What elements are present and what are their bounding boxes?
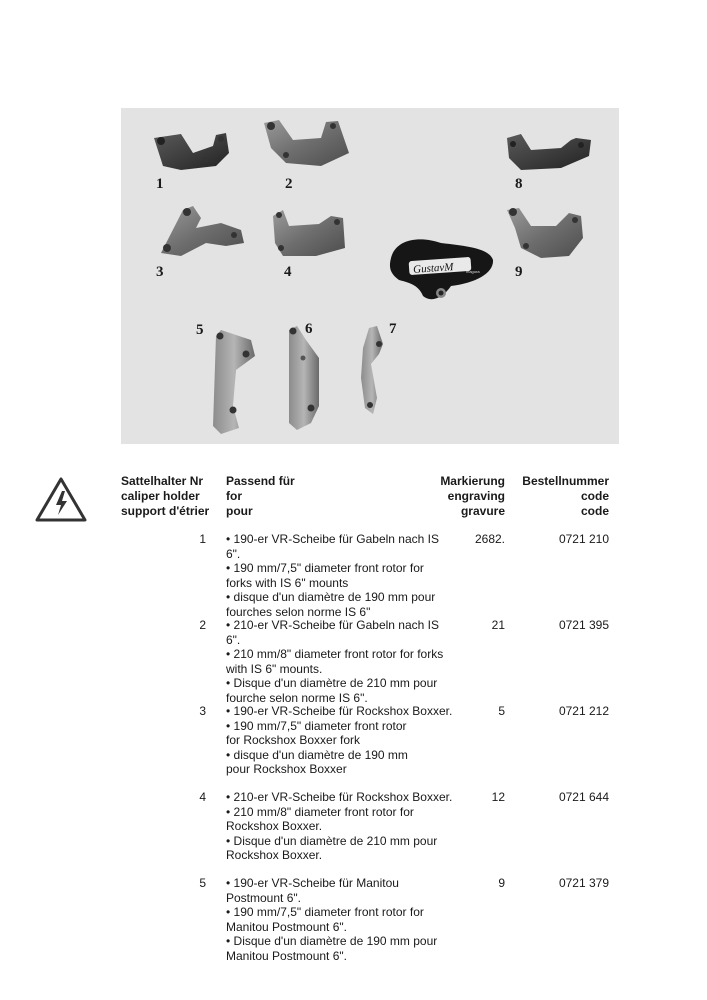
column-header-code: Bestellnummer code code [522,474,609,518]
photo-label-1: 1 [156,176,164,192]
brake-caliper-image [390,239,493,299]
photo-label-8: 8 [515,176,523,192]
photo-label-3: 3 [156,264,164,280]
svg-text:magura: magura [466,269,480,274]
caliper-holder-2 [264,120,349,166]
row-1-code: 0721 210 [558,532,609,546]
row-2-description: • 210-er VR-Scheibe für Gabeln nach IS 6". • 210 mm/8" diameter front rotor for forks with IS 6" mounts. • Disque d'un diamètre de 210 mm pour fourche selon norme IS 6". [226,618,444,705]
caliper-holder-4 [273,210,345,256]
row-2-nr: 2 [199,618,206,632]
product-photo [121,108,619,444]
row-4-code: 0721 644 [558,790,609,804]
photo-label-4: 4 [284,264,292,280]
high-voltage-warning-icon [35,476,87,522]
row-3-description: • 190-er VR-Scheibe für Rockshox Boxxer. • 190 mm/7,5" diameter front rotor for Rockshox Boxxer fork • disque d'un diamètre de 190 mm pour Rockshox Boxxer [226,704,453,777]
row-3-code: 0721 212 [558,704,609,718]
photo-label-7: 7 [389,321,397,337]
row-4-engraving: 12 [491,790,505,804]
row-3-engraving: 5 [498,704,505,718]
caliper-holder-8 [507,134,591,170]
row-2-engraving: 21 [491,618,505,632]
caliper-holder-6 [289,326,319,430]
row-2-code: 0721 395 [558,618,609,632]
caliper-holder-1 [154,133,229,170]
caliper-holder-9 [507,208,583,258]
row-1-description: • 190-er VR-Scheibe für Gabeln nach IS 6". • 190 mm/7,5" diameter front rotor for forks with IS 6" mounts • disque d'un diamètre de 190 mm pour fourches selon norme IS 6" [226,532,439,619]
caliper-holder-5 [213,330,255,434]
row-4-description: • 210-er VR-Scheibe für Rockshox Boxxer. • 210 mm/8" diameter front rotor for Rockshox Boxxer. • Disque d'un diamètre de 210 mm pour Rockshox Boxxer. [226,790,453,863]
row-1-nr: 1 [199,532,206,546]
column-header-engraving: Markierung engraving gravure [440,474,505,518]
row-5-nr: 5 [199,876,206,890]
row-4-nr: 4 [199,790,206,804]
photo-label-9: 9 [515,264,523,280]
row-5-description: • 190-er VR-Scheibe für Manitou Postmount 6". • 190 mm/7,5" diameter front rotor for Manitou Postmount 6". • Disque d'un diamètre de 190 mm pour Manitou Postmount 6". [226,876,438,963]
svg-text:GustavM: GustavM [412,261,454,276]
row-5-code: 0721 379 [558,876,609,890]
caliper-holder-3 [161,206,244,256]
photo-label-6: 6 [305,321,313,337]
row-3-nr: 3 [199,704,206,718]
caliper-holder-7 [361,326,383,414]
column-header-holder-nr: Sattelhalter Nr caliper holder support d'étrier [121,474,210,518]
column-header-for: Passend für for pour [226,474,295,518]
photo-label-5: 5 [196,322,204,338]
photo-label-2: 2 [285,176,293,192]
row-5-engraving: 9 [498,876,505,890]
row-1-engraving: 2682. [474,532,505,546]
